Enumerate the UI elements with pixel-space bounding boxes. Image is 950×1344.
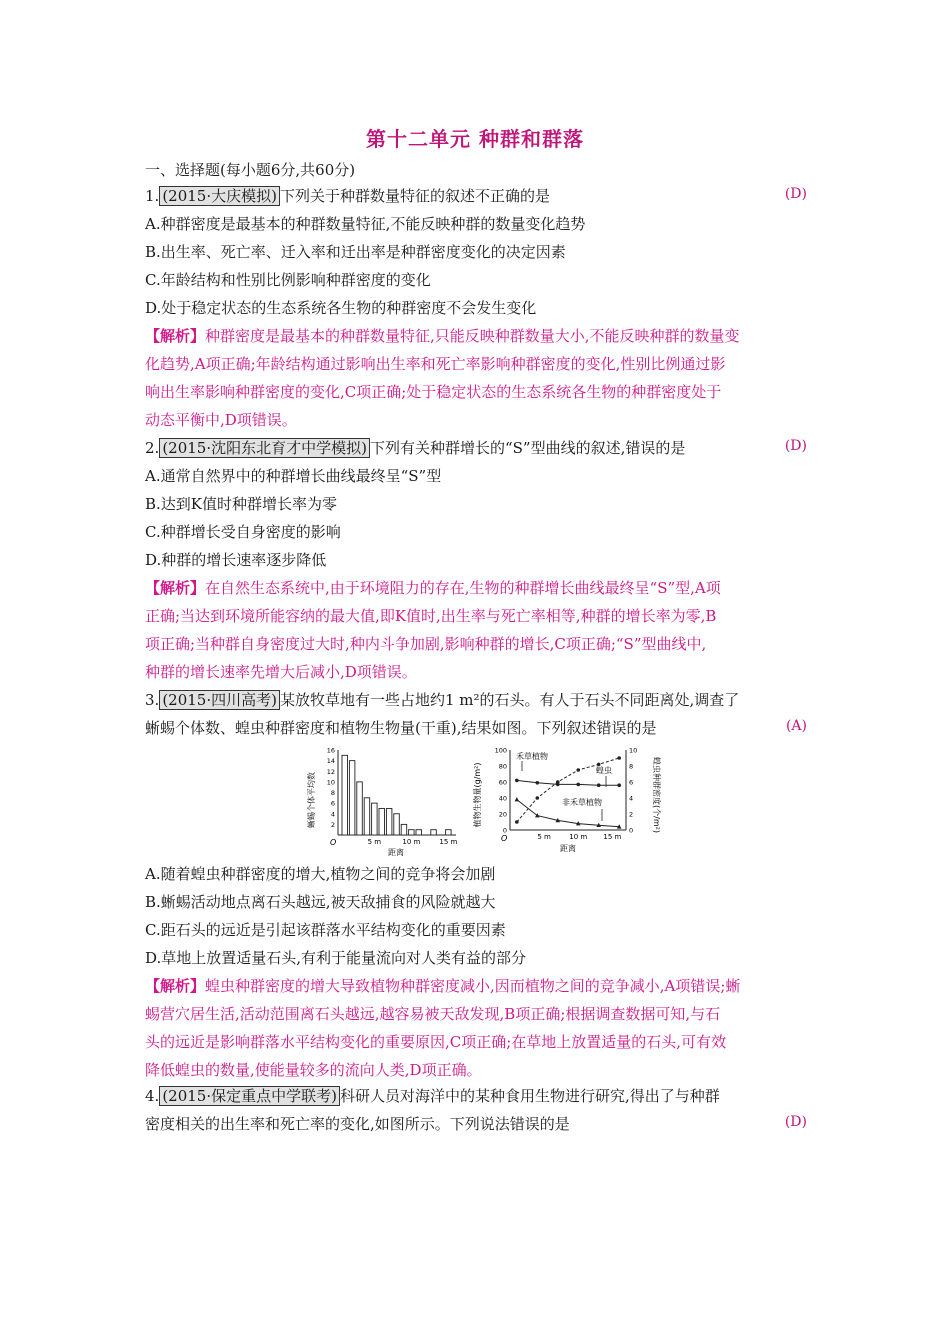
analysis-line bbox=[145, 578, 805, 598]
question-3-stem bbox=[145, 690, 805, 710]
analysis-line: 头的远近是影响群落水平结构变化的重要原因,C项正确;在草地上放置适量的石头,可有效 bbox=[145, 1033, 727, 1051]
option-c: C.种群增长受自身密度的影响 bbox=[145, 523, 341, 541]
question-3-stem-cont: 蜥蜴个体数、蝗虫种群密度和植物生物量(干重),结果如图。下列叙述错误的是 bbox=[145, 719, 657, 737]
right-x-tick: 5 m bbox=[537, 833, 551, 841]
lizard-bar bbox=[416, 830, 422, 835]
right-y-tick-right: 4 bbox=[629, 794, 634, 803]
right-y-tick-left: 20 bbox=[498, 810, 507, 819]
left-ylabel: 蜥蜴个体平均数 bbox=[307, 772, 316, 828]
option-b: B.出生率、死亡率、迁入率和迁出率是种群密度变化的决定因素 bbox=[145, 243, 566, 261]
left-y-tick: 14 bbox=[326, 757, 335, 766]
analysis-line: 化趋势,A项正确;年龄结构通过影响出生率和死亡率影响种群密度的变化,性别比例通过影 bbox=[145, 355, 726, 373]
grass-point bbox=[515, 779, 519, 783]
left-y-tick: 2 bbox=[330, 820, 335, 829]
right-x-tick: 10 m bbox=[569, 833, 588, 841]
question-number: 3. bbox=[145, 691, 160, 709]
nongrass-point bbox=[515, 797, 520, 801]
analysis-line: 降低蝗虫的数量,使能量较多的流向人类,D项正确。 bbox=[145, 1061, 482, 1079]
question-1-stem bbox=[145, 186, 805, 206]
right-y-tick-left: 40 bbox=[498, 794, 507, 803]
right-y-ticks-right bbox=[629, 747, 637, 835]
question-number: 1. bbox=[145, 187, 160, 205]
analysis-text: 种群密度是最基本的种群数量特征,只能反映种群数量大小,不能反映种群的数量变 bbox=[205, 327, 740, 345]
label-locust: 蝗虫 bbox=[596, 766, 612, 775]
left-xlabel: 距离 bbox=[388, 848, 404, 857]
analysis-line: 项正确;当种群自身密度过大时,种内斗争加剧,影响种群的增长,C项正确;“S”型曲线中, bbox=[145, 635, 707, 653]
left-x-tick: 5 m bbox=[367, 838, 382, 846]
right-y-ticks-left bbox=[495, 747, 507, 835]
biomass-line-chart bbox=[472, 747, 662, 854]
locust-point bbox=[556, 780, 560, 784]
left-y-tick: 4 bbox=[330, 810, 335, 819]
locust-point bbox=[535, 796, 539, 800]
answer-label: (D) bbox=[784, 1114, 807, 1130]
question-number: 2. bbox=[145, 439, 160, 457]
right-y-tick-left: 100 bbox=[494, 746, 507, 755]
analysis-line: 动态平衡中,D项错误。 bbox=[145, 411, 297, 429]
analysis-heading: 【解析】 bbox=[145, 579, 206, 597]
lizard-bar-chart bbox=[306, 747, 458, 858]
locust-point bbox=[515, 820, 519, 824]
lizard-bar bbox=[372, 803, 378, 835]
lizard-bar bbox=[349, 761, 355, 835]
right-y-tick-left: 80 bbox=[498, 762, 507, 771]
option-a: A.通常自然界中的种群增长曲线最终呈“S”型 bbox=[145, 467, 442, 485]
analysis-line: 蜴营穴居生活,活动范围离石头越远,越容易被天敌发现,B项正确;根据调查数据可知,与石 bbox=[145, 1005, 721, 1023]
answer-label: (A) bbox=[785, 718, 807, 734]
left-x-ticks bbox=[368, 838, 458, 846]
analysis-line bbox=[145, 326, 805, 346]
lizard-bar bbox=[357, 782, 363, 835]
analysis-line: 正确;当达到环境所能容纳的最大值,即K值时,出生率与死亡率相等,种群的增长率为零,B bbox=[145, 607, 717, 625]
right-ylabel-right: 蝗虫种群密度(个/m²) bbox=[652, 757, 661, 833]
answer-label: (D) bbox=[784, 438, 807, 454]
page-title: 第十二单元 种群和群落 bbox=[366, 127, 584, 151]
right-origin: O bbox=[501, 834, 508, 843]
right-ylabel-left: 植物生物量(g/m²) bbox=[473, 762, 482, 828]
lizard-bar bbox=[394, 814, 400, 835]
left-y-tick: 8 bbox=[330, 789, 335, 797]
question-2-stem bbox=[145, 438, 805, 458]
lizard-bar bbox=[409, 830, 415, 835]
q3-figure bbox=[300, 745, 660, 857]
question-text: 下列有关种群增长的“S”型曲线的叙述,错误的是 bbox=[369, 439, 686, 457]
source-tag: (2015·沈阳东北育才中学模拟) bbox=[159, 438, 370, 458]
lizard-bar bbox=[364, 798, 370, 835]
option-d: D.种群的增长速率逐步降低 bbox=[145, 551, 327, 569]
right-y-tick-right: 10 bbox=[629, 746, 638, 755]
source-tag: (2015·大庆模拟) bbox=[159, 186, 280, 206]
source-tag: (2015·四川高考) bbox=[159, 690, 280, 710]
grass-line bbox=[517, 780, 619, 785]
grass-point bbox=[576, 783, 580, 787]
label-nongrass: 非禾草植物 bbox=[562, 798, 602, 807]
option-c: C.年龄结构和性别比例影响种群密度的变化 bbox=[145, 271, 431, 289]
lizard-bar bbox=[379, 808, 385, 835]
option-a: A.随着蝗虫种群密度的增大,植物之间的竞争将会加剧 bbox=[145, 865, 496, 883]
section-heading: 一、选择题(每小题6分,共60分) bbox=[145, 161, 356, 179]
question-text: 下列关于种群数量特征的叙述不正确的是 bbox=[279, 187, 550, 205]
lizard-bar bbox=[446, 830, 452, 835]
right-y-tick-right: 0 bbox=[629, 826, 634, 835]
right-y-tick-left: 0 bbox=[502, 826, 507, 835]
analysis-heading: 【解析】 bbox=[145, 977, 206, 995]
option-a: A.种群密度是最基本的种群数量特征,不能反映种群的数量变化趋势 bbox=[145, 215, 586, 233]
left-bars bbox=[342, 755, 451, 835]
left-y-tick: 12 bbox=[326, 767, 335, 776]
right-y-tick-right: 6 bbox=[629, 778, 634, 787]
lizard-bar bbox=[386, 808, 392, 835]
analysis-text: 在自然生态系统中,由于环境阻力的存在,生物的种群增长曲线最终呈“S”型,A项 bbox=[205, 579, 721, 597]
q3-figure-svg bbox=[300, 745, 660, 857]
right-x-ticks bbox=[537, 833, 621, 841]
question-text: 科研人员对海洋中的某种食用生物进行研究,得出了与种群 bbox=[339, 1087, 720, 1105]
left-x-tick: 15 m bbox=[439, 838, 458, 846]
left-y-tick: 16 bbox=[326, 746, 335, 755]
grass-point bbox=[535, 781, 539, 785]
question-4-stem-cont: 密度相关的出生率和死亡率的变化,如图所示。下列说法错误的是 bbox=[145, 1115, 570, 1133]
locust-point bbox=[576, 768, 580, 772]
question-number: 4. bbox=[145, 1087, 160, 1105]
analysis-text: 蝗虫种群密度的增大导致植物种群密度减小,因而植物之间的竞争减小,A项错误;蜥 bbox=[205, 977, 741, 995]
lizard-bar bbox=[431, 830, 437, 835]
grass-point bbox=[597, 783, 601, 787]
analysis-line: 响出生率影响种群密度的变化,C项正确;处于稳定状态的生态系统各生物的种群密度处于 bbox=[145, 383, 722, 401]
option-d: D.处于稳定状态的生态系统各生物的种群密度不会发生变化 bbox=[145, 299, 537, 317]
left-y-tick: 6 bbox=[330, 799, 335, 808]
label-grass: 禾草植物 bbox=[516, 752, 548, 761]
locust-point bbox=[617, 756, 621, 760]
left-origin: O bbox=[330, 838, 337, 847]
right-x-tick: 15 m bbox=[603, 833, 622, 841]
analysis-line bbox=[145, 976, 805, 996]
question-4-stem bbox=[145, 1086, 805, 1106]
grass-point bbox=[617, 783, 621, 787]
source-tag: (2015·保定重点中学联考) bbox=[159, 1086, 340, 1106]
analysis-line: 种群的增长速率先增大后减小,D项错误。 bbox=[145, 663, 417, 681]
option-b: B.蜥蜴活动地点离石头越远,被天敌捕食的风险就越大 bbox=[145, 893, 496, 911]
answer-label: (D) bbox=[784, 186, 807, 202]
right-y-tick-right: 2 bbox=[629, 810, 634, 819]
option-c: C.距石头的远近是引起该群落水平结构变化的重要因素 bbox=[145, 921, 506, 939]
left-y-tick: 10 bbox=[326, 778, 335, 787]
option-b: B.达到K值时种群增长率为零 bbox=[145, 495, 337, 513]
left-y-ticks bbox=[327, 747, 335, 829]
option-d: D.草地上放置适量石头,有利于能量流向对人类有益的部分 bbox=[145, 949, 527, 967]
right-xlabel: 距离 bbox=[560, 844, 576, 853]
question-text: 某放牧草地有一些占地约1 m²的石头。有人于石头不同距离处,调查了 bbox=[279, 691, 740, 709]
lizard-bar bbox=[401, 824, 407, 835]
right-y-tick-right: 8 bbox=[629, 762, 634, 771]
right-y-tick-left: 60 bbox=[498, 778, 507, 787]
lizard-bar bbox=[342, 755, 348, 835]
analysis-heading: 【解析】 bbox=[145, 327, 206, 345]
left-x-tick: 10 m bbox=[402, 838, 421, 846]
